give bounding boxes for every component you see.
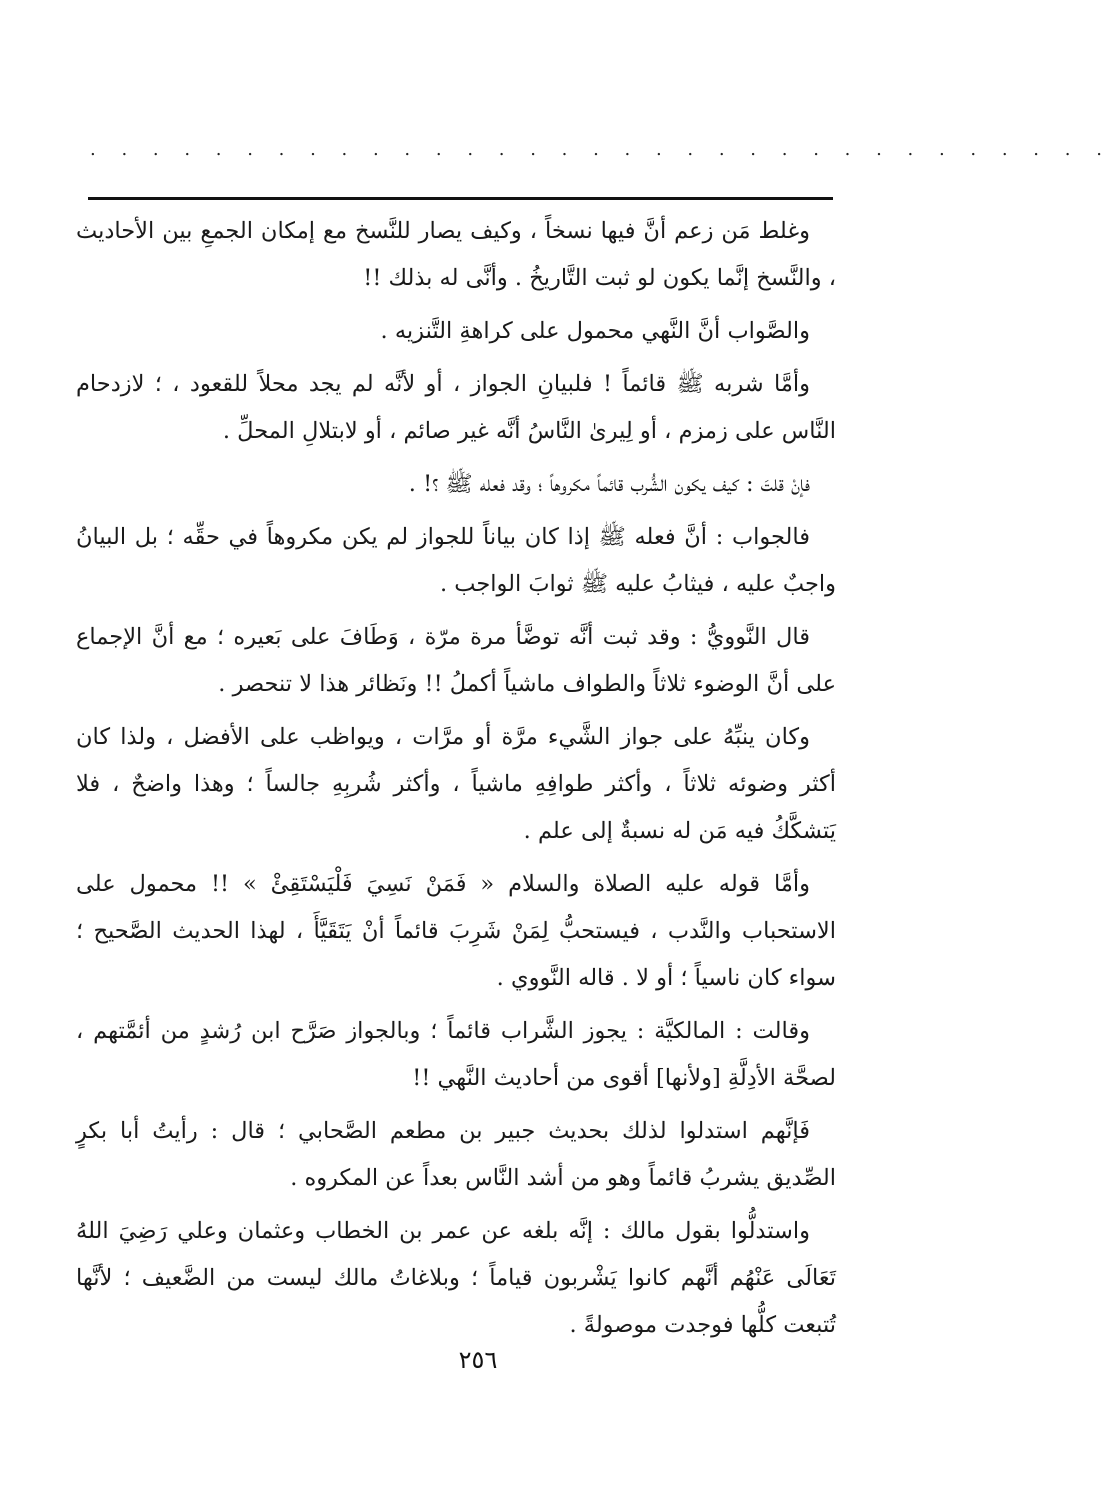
page-number: ٢٥٦ — [458, 1346, 498, 1374]
paragraph: وقالت : المالكيَّة : يجوز الشَّراب قائماً ؛ وبالجواز صَرَّح ابن رُشدٍ من أئمَّتهم ، لصحَّة الأدِلَّةِ [ولأنها] أقوى من أحاديث النَّهي !! — [76, 1018, 836, 1091]
paragraph: فَإنَّهم استدلوا لذلك بحديث جبير بن مطعم الصَّحابي ؛ قال : رأيتُ أبا بكرٍ الصِّديق يشربُ قائماً وهو من أشد النَّاس بعداً عن المكروه . — [76, 1118, 836, 1191]
footnote-rule — [88, 197, 833, 200]
paragraph: واستدلُّوا بقول مالك : إنَّه بلغه عن عمر بن الخطاب وعثمان وعلي رَضِيَ اللهُ تَعَالَى عَنْهُم أنَّهم كانوا يَشْربون قياماً ؛ وبلاغاتُ مالك ليست من الضَّعيف ؛ لأنَّها تُتبعت كلُّها فوجدت موصولةً . — [76, 1218, 836, 1338]
paragraph: وغلط مَن زعم أنَّ فيها نسخاً ، وكيف يصار للنَّسخ مع إمكان الجمعِ بين الأحاديث ، والنَّسخ إنَّما يكون لو ثبت التَّاريخُ . وأنَّى له بذلك !! — [76, 218, 836, 291]
paragraph: فإنْ قلتَ : كيف يكون الشُّرب قائماً مكروهاً ؛ وقد فعله ﷺ ؟! . — [408, 471, 810, 497]
paragraph: فالجواب : أنَّ فعله ﷺ إذا كان بياناً للجواز لم يكن مكروهاً في حقِّه ؛ بل البيانُ واجبٌ عليه ، فيثابُ عليه ﷺ ثوابَ الواجب . — [76, 524, 836, 597]
paragraph: وأمَّا قوله عليه الصلاة والسلام « فَمَنْ نَسِيَ فَلْيَسْتَقِئْ » !! محمول على الاستحباب والنَّدب ، فيستحبُّ لِمَنْ شَرِبَ قائماً أنْ يَتَقَيَّأَ ، لهذا الحديث الصَّحيح ؛ سواء كان ناسياً ؛ أو لا . قاله النَّووي . — [76, 871, 836, 991]
separator-dots: . . . . . . . . . . . . . . . . . . . . . . . . . . . . . . . . . — [90, 139, 1112, 160]
paragraph: والصَّواب أنَّ النَّهي محمول على كراهةِ التَّنزيه . — [380, 318, 810, 344]
paragraph: قال النَّوويُّ : وقد ثبت أنَّه توضَّأ مرة مرّة ، وَطَافَ على بَعيره ؛ مع أنَّ الإجماع على أنَّ الوضوء ثلاثاً والطواف ماشياً أكملُ !! ونَظائر هذا لا تنحصر . — [76, 624, 836, 697]
footnote-text — [76, 208, 836, 1355]
paragraph: وكان ينبِّهُ على جواز الشَّيء مرَّة أو مرَّات ، ويواظب على الأفضل ، ولذا كان أكثر وضوئه ثلاثاً ، وأكثر طوافِهِ ماشياً ، وأكثر شُربِهِ جالساً ؛ وهذا واضحٌ ، فلا يَتشكَّكُ فيه مَن له نسبةٌ إلى علم . — [76, 724, 836, 844]
paragraph: وأمَّا شربه ﷺ قائماً ! فلبيانِ الجواز ، أو لأنَّه لم يجد محلاً للقعود ، ؛ لازدحام النَّاس على زمزم ، أو لِيرىٰ النَّاسُ أنَّه غير صائم ، أو لابتلالِ المحلِّ . — [76, 371, 836, 444]
